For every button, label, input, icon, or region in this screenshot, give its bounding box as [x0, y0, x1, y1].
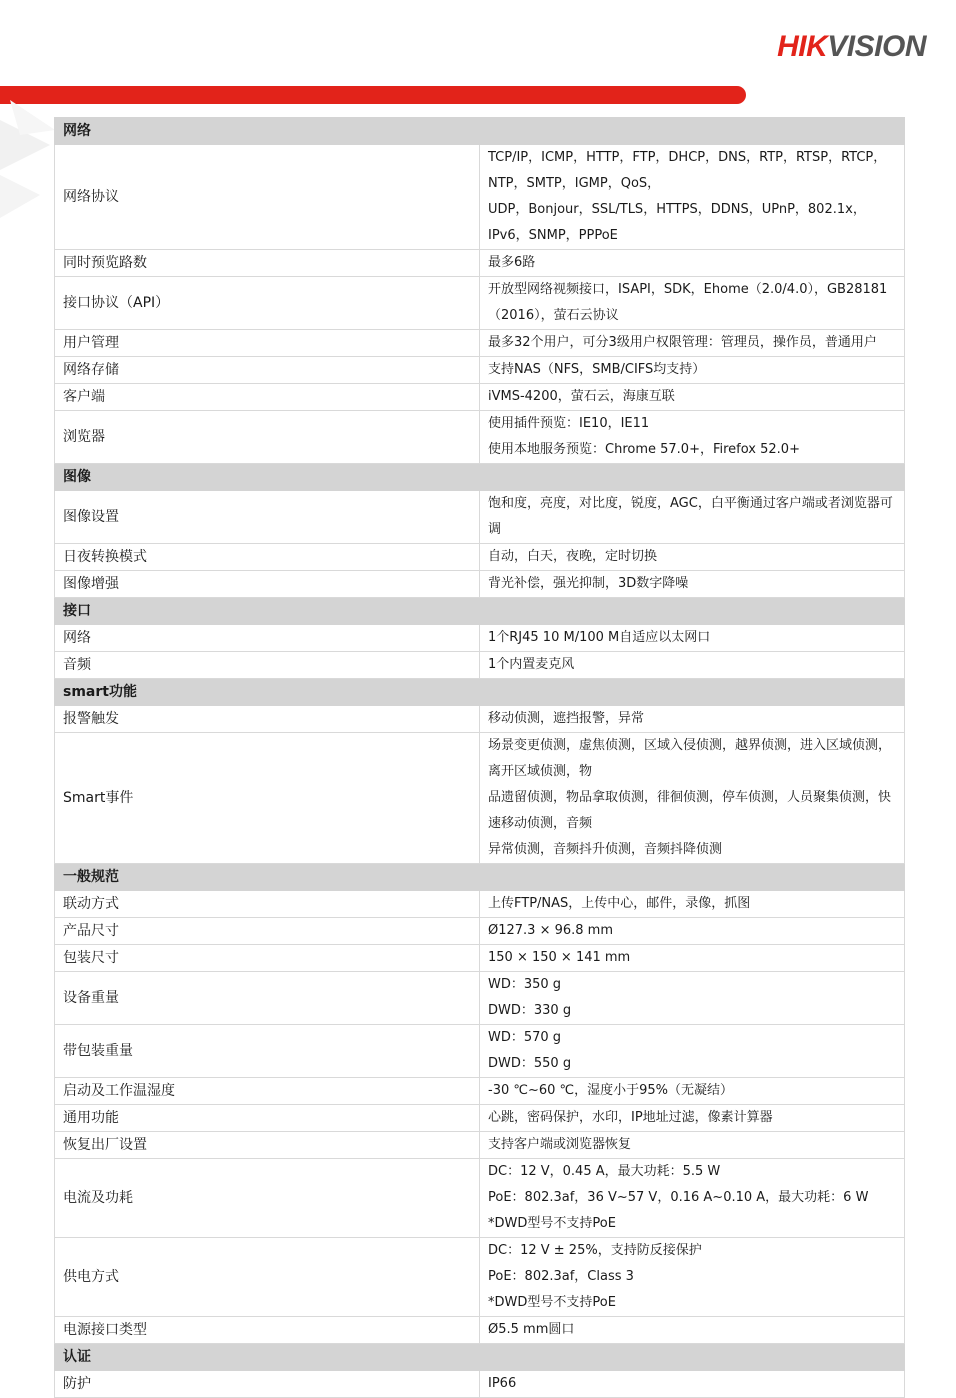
spec-label: 电流及功耗	[55, 1159, 480, 1238]
section-title: 网络	[55, 118, 905, 145]
spec-value-line: 背光补偿，强光抑制，3D数字降噪	[488, 576, 689, 591]
spec-row	[55, 544, 905, 571]
spec-row	[55, 733, 905, 864]
spec-value-line: 开放型网络视频接口，ISAPI，SDK，Ehome（2.0/4.0），GB28181（2016），萤石云协议	[488, 282, 888, 323]
section-title: 一般规范	[55, 864, 905, 891]
spec-value-line: 使用本地服务预览：Chrome 57.0+，Firefox 52.0+	[488, 442, 800, 457]
spec-label: 客户端	[55, 384, 480, 411]
hikvision-logo	[777, 30, 926, 64]
spec-value-line: Ø5.5 mm圆口	[488, 1322, 575, 1337]
spec-row	[55, 1025, 905, 1078]
section-title: 接口	[55, 598, 905, 625]
spec-row	[55, 891, 905, 918]
spec-row	[55, 357, 905, 384]
spec-table	[54, 117, 905, 1398]
spec-value	[480, 972, 905, 1025]
spec-value-line: 支持客户端或浏览器恢复	[488, 1137, 632, 1152]
spec-label: Smart事件	[55, 733, 480, 864]
spec-value	[480, 330, 905, 357]
spec-value	[480, 891, 905, 918]
spec-row	[55, 1132, 905, 1159]
spec-row	[55, 384, 905, 411]
spec-label: 供电方式	[55, 1238, 480, 1317]
spec-label: 浏览器	[55, 411, 480, 464]
spec-value	[480, 1159, 905, 1238]
spec-value-line: *DWD型号不支持PoE	[488, 1216, 616, 1231]
spec-value-line: 支持NAS（NFS，SMB/CIFS均支持）	[488, 362, 706, 377]
watermark-graphic	[0, 100, 60, 220]
spec-value	[480, 250, 905, 277]
spec-row	[55, 1105, 905, 1132]
spec-value	[480, 1078, 905, 1105]
spec-value	[480, 733, 905, 864]
spec-label: 包装尺寸	[55, 945, 480, 972]
spec-value-line: 最多6路	[488, 255, 536, 270]
spec-value-line: iVMS-4200，萤石云，海康互联	[488, 389, 675, 404]
spec-value-line: DC：12 V，0.45 A，最大功耗：5.5 W	[488, 1164, 721, 1179]
spec-value-line: 1个RJ45 10 M/100 M自适应以太网口	[488, 630, 711, 645]
spec-value-line: 1个内置麦克风	[488, 657, 575, 672]
spec-label: 电源接口类型	[55, 1317, 480, 1344]
spec-label: 网络	[55, 625, 480, 652]
spec-value	[480, 277, 905, 330]
spec-row	[55, 972, 905, 1025]
spec-value	[480, 1371, 905, 1398]
spec-value-line: WD：570 g	[488, 1030, 562, 1045]
spec-value	[480, 544, 905, 571]
spec-row	[55, 652, 905, 679]
spec-label: 联动方式	[55, 891, 480, 918]
spec-label: 同时预览路数	[55, 250, 480, 277]
spec-label: 通用功能	[55, 1105, 480, 1132]
spec-value-line: 移动侦测，遮挡报警，异常	[488, 711, 645, 726]
spec-value	[480, 625, 905, 652]
spec-value-line: Ø127.3 × 96.8 mm	[488, 923, 614, 938]
spec-value	[480, 384, 905, 411]
spec-value	[480, 145, 905, 250]
section-header	[55, 864, 905, 891]
spec-row	[55, 571, 905, 598]
spec-value-line: IP66	[488, 1376, 517, 1391]
spec-table-body	[55, 118, 905, 1398]
spec-row	[55, 1317, 905, 1344]
spec-value-line: 心跳，密码保护，水印，IP地址过滤，像素计算器	[488, 1110, 773, 1125]
spec-value-line: PoE：802.3af，Class 3	[488, 1269, 634, 1284]
spec-label: 启动及工作温湿度	[55, 1078, 480, 1105]
spec-value-line: 品遗留侦测，物品拿取侦测，徘徊侦测，停车侦测，人员聚集侦测，快速移动侦测，音频	[488, 790, 892, 831]
spec-value-line: PoE：802.3af，36 V~57 V，0.16 A~0.10 A，最大功耗：6 W	[488, 1190, 869, 1205]
spec-row	[55, 945, 905, 972]
section-title: 图像	[55, 464, 905, 491]
spec-row	[55, 145, 905, 250]
section-header	[55, 598, 905, 625]
spec-row	[55, 1078, 905, 1105]
section-header	[55, 679, 905, 706]
spec-value-line: DC：12 V ± 25%，支持防反接保护	[488, 1243, 702, 1258]
spec-label: 接口协议（API）	[55, 277, 480, 330]
spec-label: 图像增强	[55, 571, 480, 598]
spec-row	[55, 918, 905, 945]
spec-label: 产品尺寸	[55, 918, 480, 945]
spec-value	[480, 945, 905, 972]
logo-hik: HIK	[777, 30, 828, 63]
spec-value	[480, 706, 905, 733]
spec-value	[480, 571, 905, 598]
spec-value-line: UDP，Bonjour，SSL/TLS，HTTPS，DDNS，UPnP，802.1x，IPv6，SNMP，PPPoE	[488, 202, 866, 243]
section-title: smart功能	[55, 679, 905, 706]
spec-value-line: WD：350 g	[488, 977, 562, 992]
spec-label: 防护	[55, 1371, 480, 1398]
spec-label: 图像设置	[55, 491, 480, 544]
spec-value	[480, 1317, 905, 1344]
spec-row	[55, 330, 905, 357]
section-header	[55, 464, 905, 491]
spec-row	[55, 250, 905, 277]
spec-value-line: 最多32个用户，可分3级用户权限管理：管理员，操作员，普通用户	[488, 335, 877, 350]
spec-row	[55, 277, 905, 330]
section-title: 认证	[55, 1344, 905, 1371]
spec-value	[480, 491, 905, 544]
spec-value-line: 自动，白天，夜晚，定时切换	[488, 549, 658, 564]
spec-value-line: 饱和度，亮度，对比度，锐度，AGC，白平衡通过客户端或者浏览器可调	[488, 496, 893, 537]
spec-label: 网络协议	[55, 145, 480, 250]
spec-label: 音频	[55, 652, 480, 679]
spec-value	[480, 1132, 905, 1159]
spec-row	[55, 491, 905, 544]
spec-row	[55, 411, 905, 464]
spec-value	[480, 918, 905, 945]
spec-value-line: 异常侦测，音频抖升侦测，音频抖降侦测	[488, 842, 723, 857]
spec-value-line: 使用插件预览：IE10，IE11	[488, 416, 650, 431]
spec-label: 恢复出厂设置	[55, 1132, 480, 1159]
section-header	[55, 1344, 905, 1371]
spec-row	[55, 706, 905, 733]
spec-value	[480, 411, 905, 464]
spec-value	[480, 1238, 905, 1317]
spec-value	[480, 357, 905, 384]
spec-value	[480, 1025, 905, 1078]
spec-row	[55, 1371, 905, 1398]
spec-value-line: TCP/IP，ICMP，HTTP，FTP，DHCP，DNS，RTP，RTSP，RTCP，NTP，SMTP，IGMP，QoS，	[488, 150, 887, 191]
spec-value-line: DWD：550 g	[488, 1056, 572, 1071]
spec-value-line: 场景变更侦测，虚焦侦测，区域入侵侦测，越界侦测，进入区域侦测，离开区域侦测，物	[488, 738, 892, 779]
spec-row	[55, 625, 905, 652]
spec-value-line: DWD：330 g	[488, 1003, 572, 1018]
spec-row	[55, 1159, 905, 1238]
spec-value-line: -30 ℃~60 ℃，湿度小于95%（无凝结）	[488, 1083, 734, 1098]
spec-row	[55, 1238, 905, 1317]
spec-value-line: *DWD型号不支持PoE	[488, 1295, 616, 1310]
spec-value	[480, 1105, 905, 1132]
spec-value	[480, 652, 905, 679]
spec-label: 网络存储	[55, 357, 480, 384]
spec-label: 用户管理	[55, 330, 480, 357]
spec-label: 报警触发	[55, 706, 480, 733]
logo-vision: VISION	[827, 30, 926, 63]
spec-label: 带包装重量	[55, 1025, 480, 1078]
header-red-bar	[0, 86, 746, 104]
spec-label: 日夜转换模式	[55, 544, 480, 571]
section-header	[55, 118, 905, 145]
spec-value-line: 上传FTP/NAS，上传中心，邮件，录像，抓图	[488, 896, 751, 911]
spec-label: 设备重量	[55, 972, 480, 1025]
spec-value-line: 150 × 150 × 141 mm	[488, 950, 631, 965]
